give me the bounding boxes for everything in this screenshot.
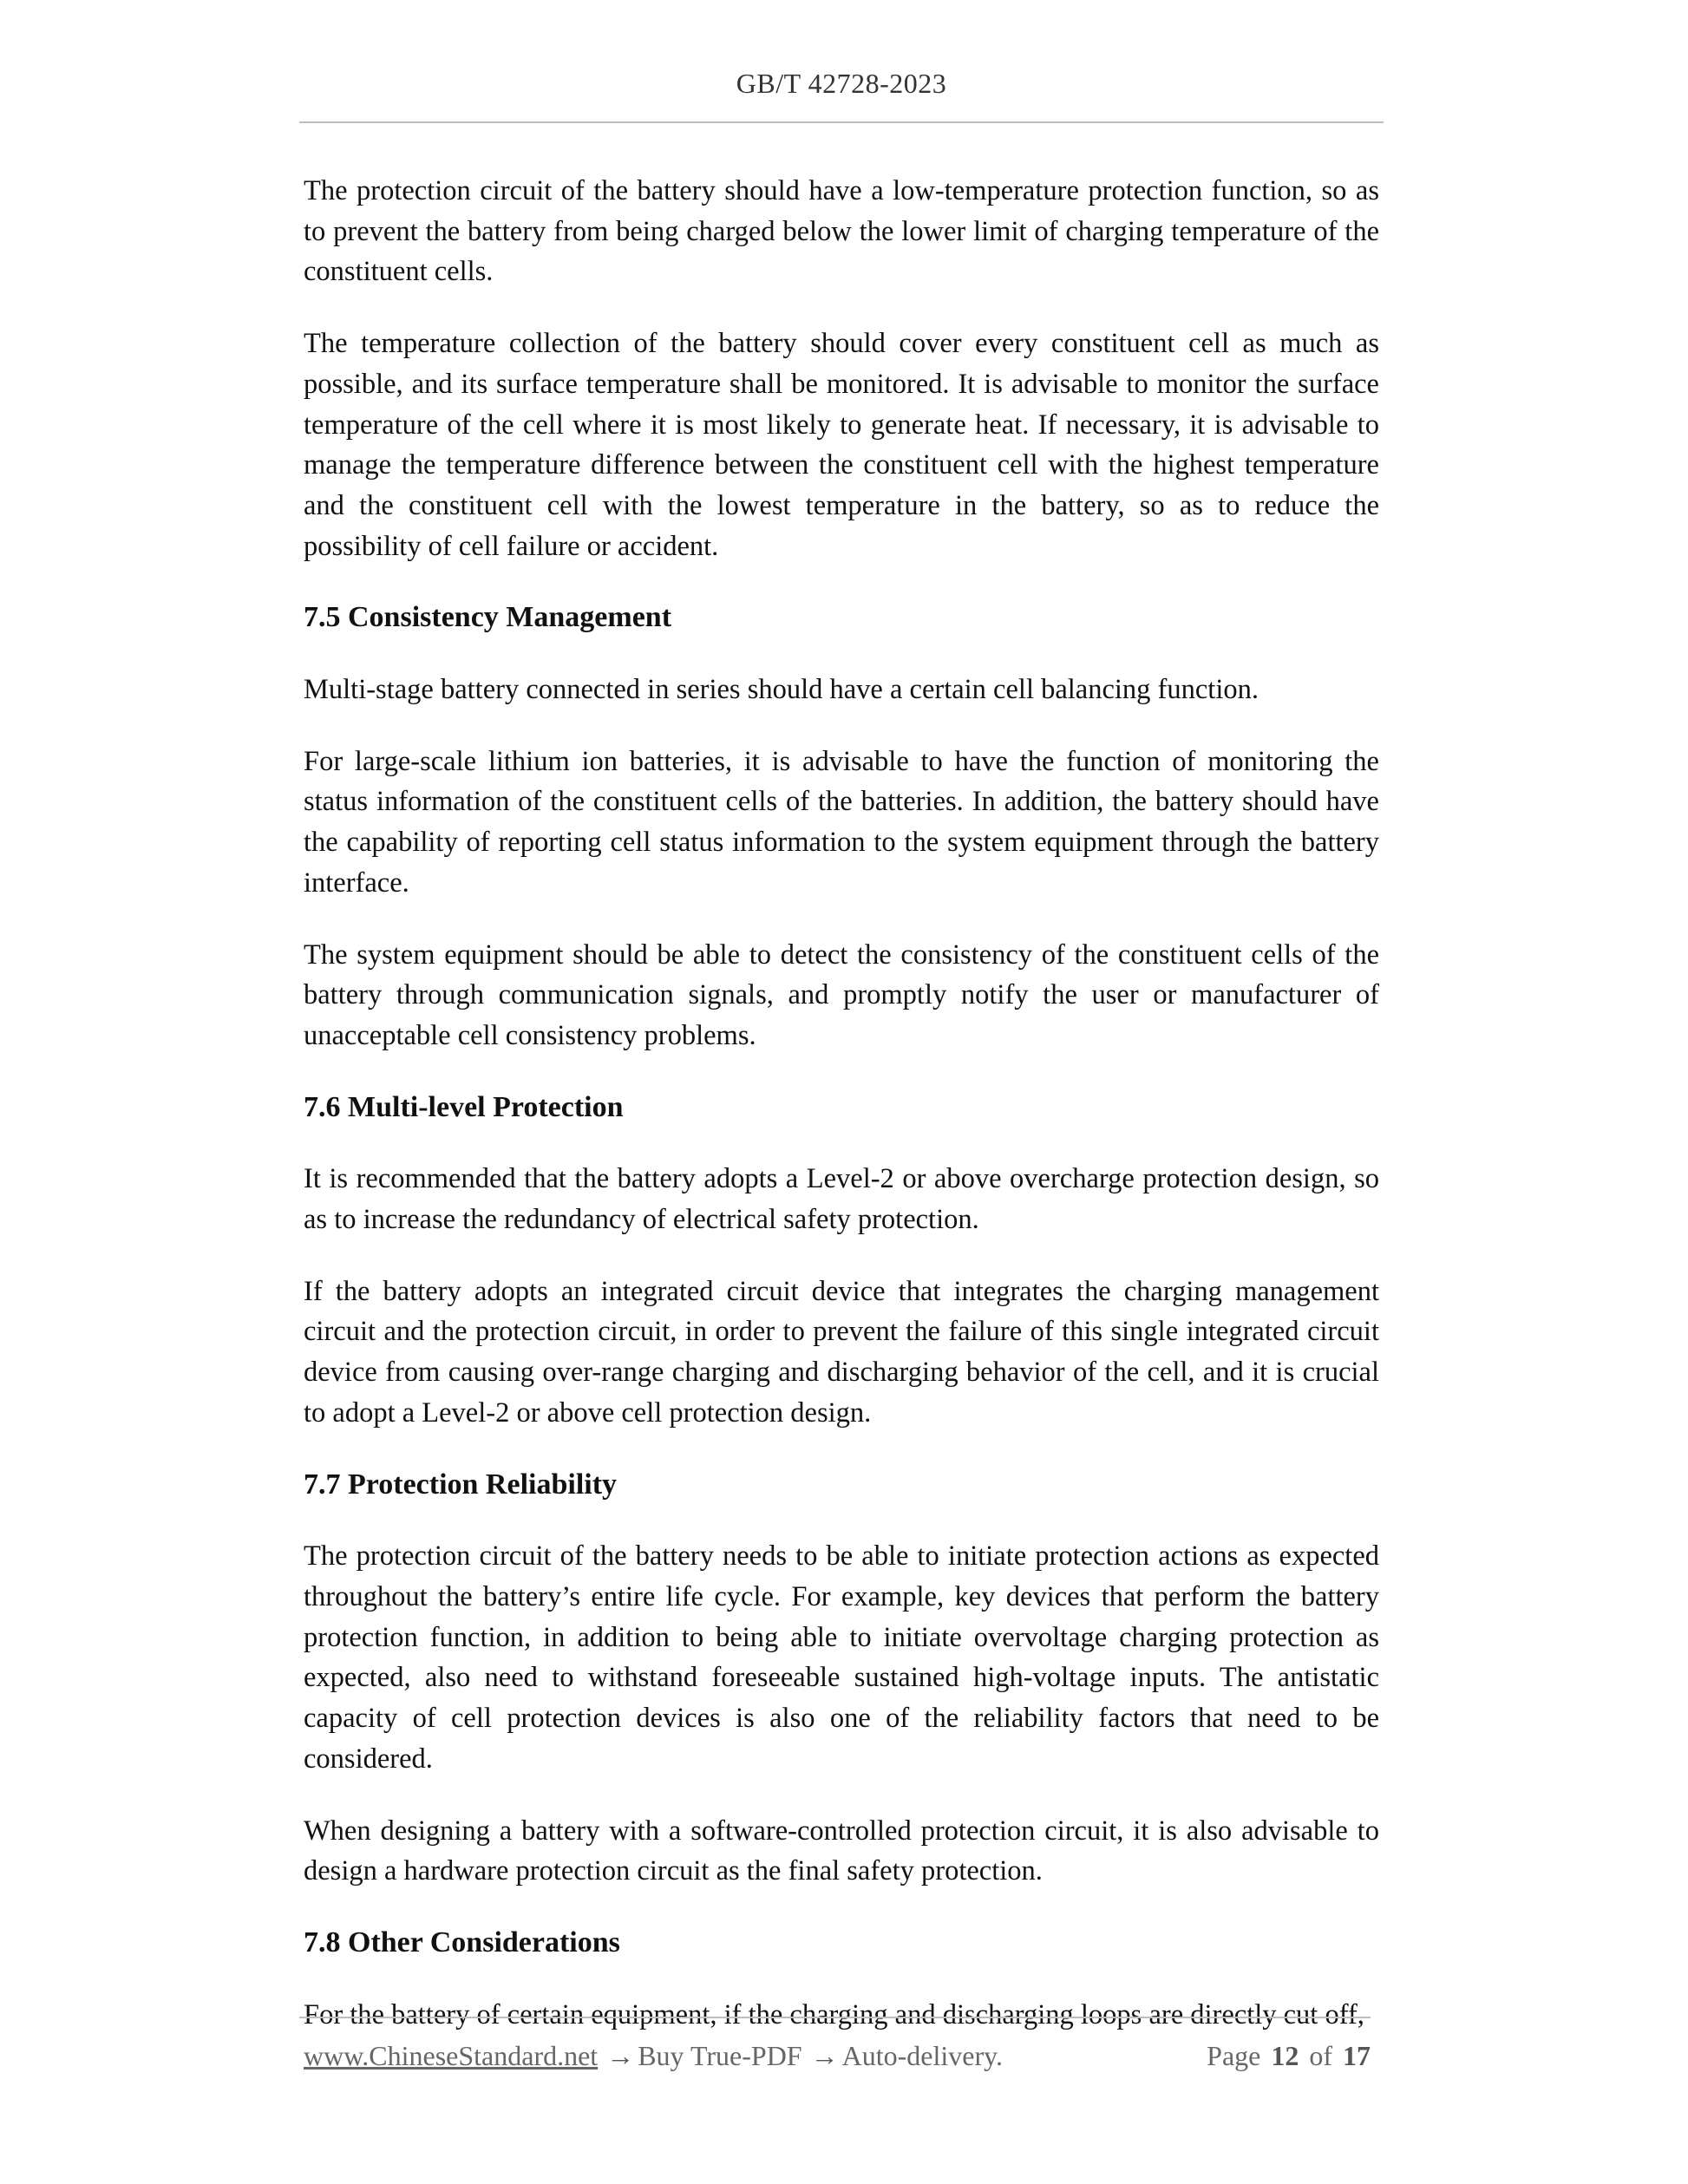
page-label: Page bbox=[1207, 2040, 1261, 2071]
total-page-count: 17 bbox=[1343, 2040, 1371, 2071]
page-header-title: GB/T 42728-2023 bbox=[736, 68, 947, 99]
paragraph-protection-lifecycle: The protection circuit of the battery needs to be able to initiate protection actions as expected throughout the battery’s entire life cycle. For example, key devices that perform the battery protection function, in addition to being able to initiate overvoltage charging protection as expected, also need to withstand foreseeable sustained high-voltage inputs. The antistatic capacity of cell protection devices is also one of the reliability factors that need to be considered. bbox=[304, 1540, 1379, 1775]
section-heading-7-5: 7.5 Consistency Management bbox=[304, 601, 672, 634]
chinesestandard-link[interactable]: www.ChineseStandard.net bbox=[304, 2040, 599, 2071]
paragraph-low-temperature-protection: The protection circuit of the battery should have a low-temperature protection function, so as to prevent the battery from being charged below the lower limit of charging temperature of the constituent cells. bbox=[304, 175, 1379, 288]
footer-divider bbox=[299, 2017, 1371, 2018]
header-divider bbox=[299, 121, 1384, 123]
paragraph-integrated-circuit: If the battery adopts an integrated circuit device that integrates the charging management circuit and the protection circuit, in order to prevent the failure of this single integrated circuit device from causing over-range charging and discharging behavior of the cell, and it is crucial to adopt a Level-2 or above cell protection design. bbox=[304, 1275, 1379, 1429]
footer-promo bbox=[304, 2040, 1003, 2072]
paragraph-temperature-collection: The temperature collection of the battery should cover every constituent cell as much as possible, and its surface temperature shall be monitored. It is advisable to monitor the surface temperature of the cell where it is most likely to generate heat. If necessary, it is advisable to manage the temperature difference between the constituent cell with the highest temperature and the constituent cell with the lowest temperature in the battery, so as to reduce the possibility of cell failure or accident. bbox=[304, 328, 1379, 562]
page-indicator bbox=[1207, 2040, 1371, 2072]
arrow-right-icon: → bbox=[810, 2040, 839, 2071]
section-heading-7-7: 7.7 Protection Reliability bbox=[304, 1468, 618, 1501]
page-footer bbox=[304, 2040, 1371, 2072]
arrow-right-icon: → bbox=[606, 2040, 635, 2071]
paragraph-other-considerations: For the battery of certain equipment, if the charging and discharging loops are directly cut off, bbox=[304, 1998, 1364, 2030]
current-page-number: 12 bbox=[1271, 2040, 1299, 2071]
paragraph-consistency-detection: The system equipment should be able to detect the consistency of the constituent cells of the battery through communication signals, and promptly notify the user or manufacturer of unacceptable cell consistency problems. bbox=[304, 938, 1379, 1051]
section-heading-7-6: 7.6 Multi-level Protection bbox=[304, 1090, 624, 1123]
paragraph-status-monitoring: For large-scale lithium ion batteries, it is advisable to have the function of monitoring the status information of the constituent cells of the batteries. In addition, the battery should have the capability of reporting cell status information to the system equipment through the battery interface. bbox=[304, 745, 1379, 899]
buy-true-pdf-text: Buy True-PDF bbox=[638, 2040, 802, 2071]
paragraph-cell-balancing: Multi-stage battery connected in series should have a certain cell balancing function. bbox=[304, 674, 1259, 706]
paragraph-hardware-protection: When designing a battery with a software-controlled protection circuit, it is also advisable to design a hardware protection circuit as the final safety protection. bbox=[304, 1815, 1379, 1887]
of-label: of bbox=[1309, 2040, 1332, 2071]
page-content bbox=[304, 171, 1379, 2066]
auto-delivery-text: Auto-delivery. bbox=[841, 2040, 1004, 2071]
paragraph-overcharge-protection: It is recommended that the battery adopts a Level-2 or above overcharge protection design, so as to increase the redundancy of electrical safety protection. bbox=[304, 1163, 1379, 1236]
section-heading-7-8: 7.8 Other Considerations bbox=[304, 1926, 620, 1958]
